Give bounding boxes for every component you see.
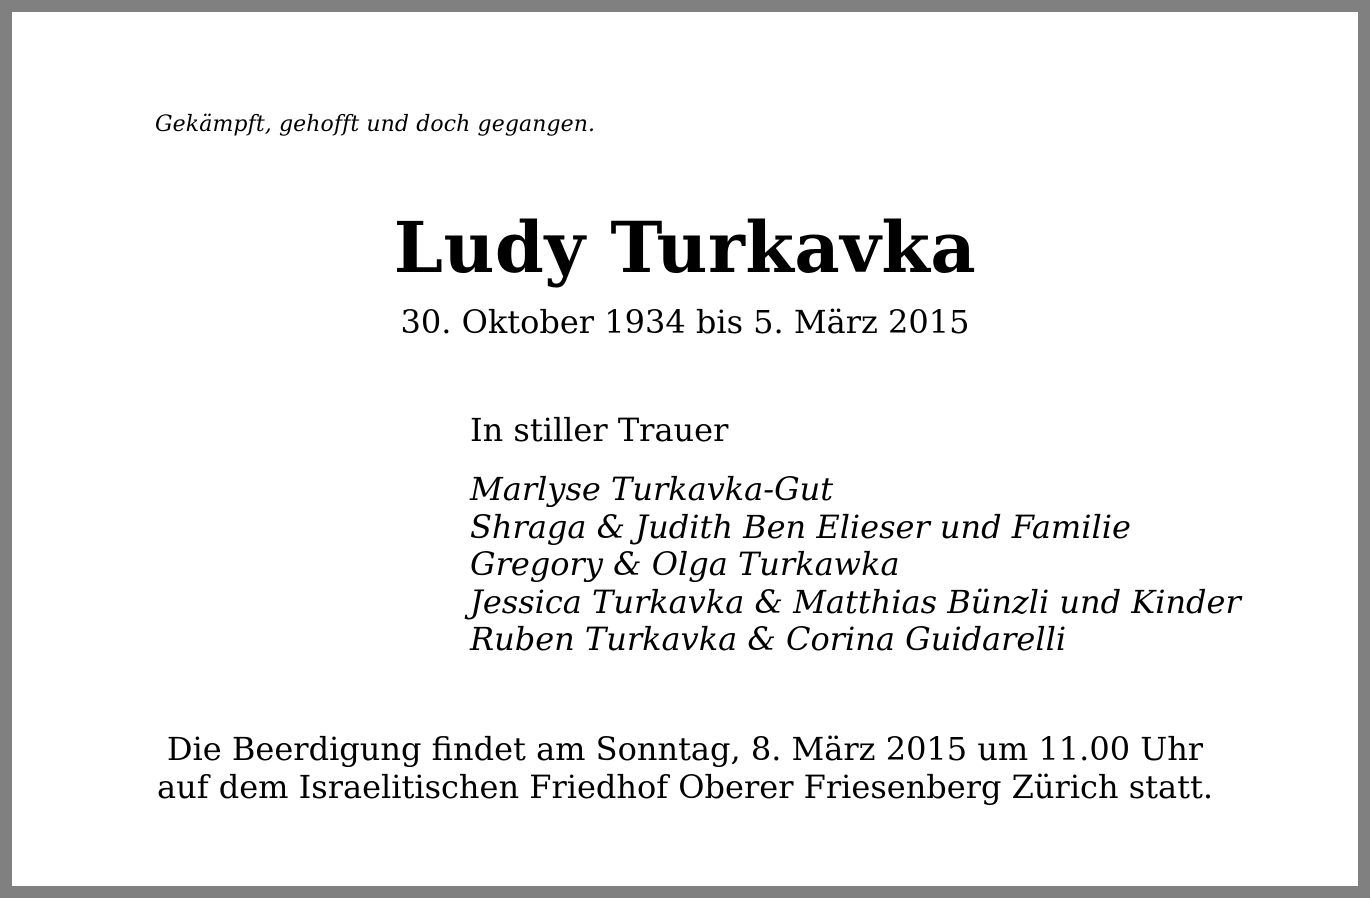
mourners-list [470, 471, 1241, 659]
life-dates: 30. Oktober 1934 bis 5. März 2015 [400, 303, 970, 341]
funeral-info-line: Die Beerdigung findet am Sonntag, 8. März 2015 um 11.00 Uhr [166, 730, 1204, 768]
mourner-item: Shraga & Judith Ben Elieser und Familie [470, 507, 1131, 546]
mourner-item: Gregory & Olga Turkawka [470, 545, 900, 583]
mourner-item: Marlyse Turkavka-Gut [470, 470, 834, 508]
funeral-info-line: auf dem Israelitischen Friedhof Oberer Friesenberg Zürich statt. [157, 768, 1213, 806]
motto: Gekämpft, gehofft und doch gegangen. [155, 112, 596, 137]
mourner-item: Ruben Turkavka & Corina Guidarelli [470, 620, 1067, 658]
funeral-info [12, 730, 1358, 806]
deceased-name: Ludy Turkavka [393, 206, 977, 289]
mourner-item: Jessica Turkavka & Matthias Bünzli und Kinder [470, 582, 1241, 621]
mourning-label: In stiller Trauer [470, 411, 729, 449]
obituary-notice [12, 12, 1358, 886]
